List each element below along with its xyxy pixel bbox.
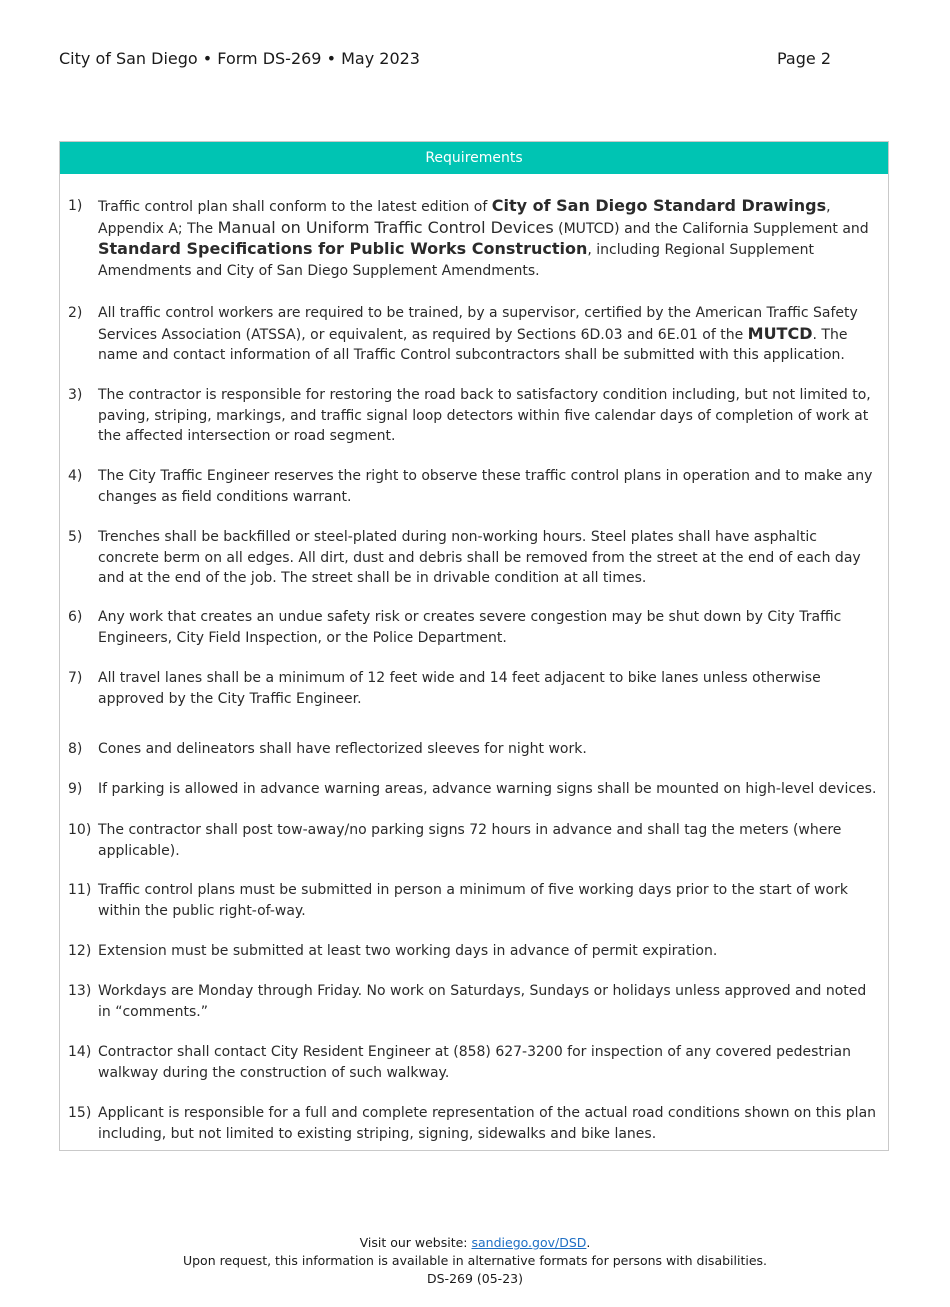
- requirement-item-1: [68, 196, 878, 281]
- requirement-text: [98, 196, 878, 281]
- requirement-item-14: [68, 1042, 878, 1083]
- requirement-item-11: [68, 880, 878, 921]
- requirement-number: 7): [68, 670, 83, 686]
- requirement-item-5: [68, 527, 878, 589]
- requirement-number: 8): [68, 741, 83, 757]
- page-number: Page 2: [777, 49, 831, 68]
- requirement-text-part: Traffic control plan shall conform to the latest edition of: [98, 199, 492, 215]
- requirement-item-6: [68, 607, 878, 648]
- requirement-item-12: [68, 941, 878, 962]
- requirement-number: 14): [68, 1044, 92, 1060]
- requirement-text-part: All traffic control workers are required to be trained, by a supervisor, certified by the American Traffic Safety Services Association (ATSSA), or equivalent, as required by Sections 6D.03 and 6E.01 of the: [98, 305, 858, 343]
- website-prefix: Visit our website:: [359, 1235, 472, 1250]
- requirement-number: 4): [68, 468, 83, 484]
- requirement-text: Cones and delineators shall have reflectorized sleeves for night work.: [98, 741, 587, 757]
- requirement-item-10: [68, 820, 878, 861]
- requirement-number: 3): [68, 387, 83, 403]
- requirements-heading: [60, 142, 888, 174]
- requirement-item-9: [68, 779, 878, 800]
- website-suffix: .: [586, 1235, 591, 1250]
- requirement-number: 2): [68, 305, 83, 321]
- requirement-text: The City Traffic Engineer reserves the right to observe these traffic control plans in operation and to make any changes as field conditions warrant.: [98, 468, 873, 505]
- accessibility-notice: Upon request, this information is available in alternative formats for persons with disabilities.: [182, 1253, 768, 1268]
- requirement-number: 13): [68, 983, 92, 999]
- requirement-text: Extension must be submitted at least two working days in advance of permit expiration.: [98, 943, 718, 959]
- requirement-item-4: [68, 466, 878, 507]
- requirement-text: The contractor shall post tow-away/no parking signs 72 hours in advance and shall tag the meters (where applicable).: [98, 822, 842, 859]
- requirement-number: 5): [68, 529, 83, 545]
- requirement-number: 15): [68, 1105, 92, 1121]
- requirement-item-3: [68, 385, 878, 447]
- standard-specifications-title: Standard Specifications for Public Works Construction: [98, 239, 588, 258]
- page-footer: [0, 1234, 950, 1288]
- requirement-number: 6): [68, 609, 83, 625]
- requirement-number: 12): [68, 943, 92, 959]
- requirement-number: 11): [68, 882, 92, 898]
- requirement-text: Workdays are Monday through Friday. No work on Saturdays, Sundays or holidays unless approved and noted in “comments.”: [98, 983, 867, 1020]
- requirements-section: [59, 141, 889, 1151]
- requirement-text-part: , including Regional Supplement Amendments and City of San Diego Supplement Amendments.: [98, 242, 814, 279]
- requirement-item-8: [68, 739, 878, 760]
- requirement-item-7: [68, 668, 878, 709]
- requirement-number: 10): [68, 822, 92, 838]
- requirement-number: 9): [68, 781, 83, 797]
- requirement-item-13: [68, 981, 878, 1022]
- requirement-text: If parking is allowed in advance warning areas, advance warning signs shall be mounted on high-level devices.: [98, 781, 877, 797]
- website-line: [0, 1234, 950, 1252]
- requirement-item-2: [68, 303, 878, 366]
- requirement-text: Trenches shall be backfilled or steel-plated during non-working hours. Steel plates shall have asphaltic concrete berm on all edges. All dirt, dust and debris shall be removed from the street at the end of each day and at the end of the job. The street shall be in drivable condition at all times.: [98, 529, 861, 586]
- requirement-text: All travel lanes shall be a minimum of 12 feet wide and 14 feet adjacent to bike lanes unless otherwise approved by the City Traffic Engineer.: [98, 670, 821, 707]
- form-title: City of San Diego • Form DS-269 • May 2023: [59, 49, 420, 68]
- requirement-text-part: , Appendix A; The: [98, 199, 831, 237]
- requirement-text: Contractor shall contact City Resident Engineer at (858) 627-3200 for inspection of any covered pedestrian walkway during the construction of such walkway.: [98, 1044, 851, 1081]
- standard-drawings-title: City of San Diego Standard Drawings: [491, 196, 827, 215]
- requirement-text: [98, 303, 878, 366]
- form-code: DS-269 (05-23): [427, 1271, 523, 1286]
- website-link[interactable]: sandiego.gov/DSD: [471, 1235, 587, 1250]
- requirement-text: Traffic control plans must be submitted in person a minimum of five working days prior to the start of work within the public right-of-way.: [98, 882, 848, 919]
- requirement-text: Applicant is responsible for a full and complete representation of the actual road conditions shown on this plan including, but not limited to existing striping, signing, sidewalks and bike lanes.: [98, 1105, 877, 1142]
- requirement-text: The contractor is responsible for restoring the road back to satisfactory condition including, but not limited to, paving, striping, markings, and traffic signal loop detectors within five calendar days of completion of work at the affected intersection or road segment.: [98, 387, 871, 444]
- mutcd-title: Manual on Uniform Traffic Control Devices: [217, 217, 554, 237]
- requirements-heading-label: Requirements: [425, 150, 523, 166]
- requirement-number: 1): [68, 198, 83, 214]
- requirement-text-part: (MUTCD) and the California Supplement and: [553, 220, 869, 237]
- requirement-text-part: . The name and contact information of all Traffic Control subcontractors shall be submitted with this application.: [98, 326, 848, 363]
- requirement-item-15: [68, 1103, 878, 1144]
- mutcd-abbreviation: MUTCD: [747, 323, 813, 343]
- page-header: [59, 49, 831, 68]
- requirement-text: Any work that creates an undue safety risk or creates severe congestion may be shut down by City Traffic Engineers, City Field Inspection, or the Police Department.: [98, 609, 842, 646]
